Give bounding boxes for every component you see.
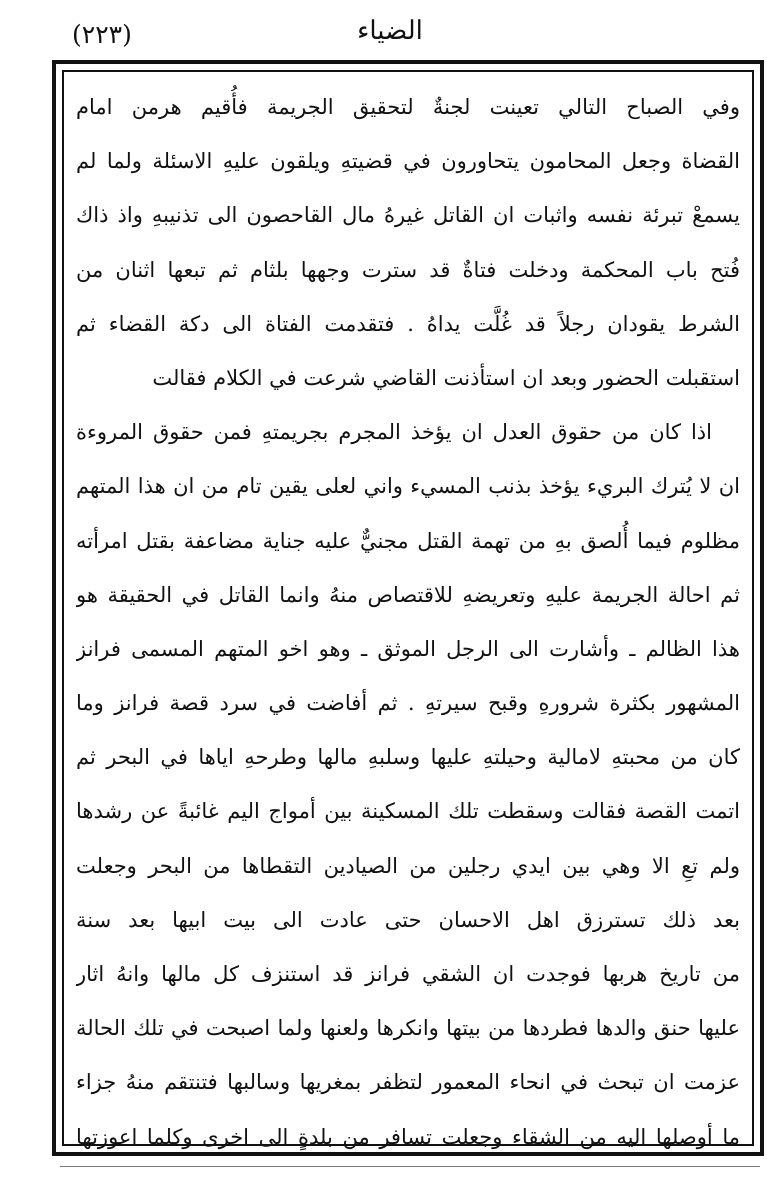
page-header <box>0 8 773 58</box>
text-line: ان لا يُترك البريء يؤخذ بذنب المسيء واني لعلى يقين تام من ان هذا المتهم <box>76 474 740 499</box>
text-line: القضاة وجعل المحامون يتحاورون في قضيتهِ ويلقون عليهِ الاسئلة ولما لم <box>76 149 740 174</box>
text-line: استقبلت الحضور وبعد ان استأذنت القاضي شرعت في الكلام فقالت <box>152 365 740 390</box>
text-line: اذا كان من حقوق العدل ان يؤخذ المجرم بجريمتهِ فمن حقوق المروءة <box>76 420 712 445</box>
text-line: من تاريخ هربها فوجدت ان الشقي فرانز قد استنزف كل مالها وانهُ اثار <box>76 962 740 986</box>
running-title: الضياء <box>357 16 423 46</box>
text-line: هذا الظالم ـ وأشارت الى الرجل الموثق ـ وهو اخو المتهم المسمى فرانز <box>76 636 740 661</box>
bottom-rule <box>60 1166 760 1167</box>
text-line: يسمعْ تبرئة نفسه واثبات ان القاتل غيرهُ مال القاحصون الى تذنيبهِ واذ ذاك <box>76 203 740 228</box>
text-line: المشهور بكثرة شرورهِ وقبح سيرتهِ . ثم أفاضت في سرد قصة فرانز وما <box>76 691 740 716</box>
text-line: ما أوصلها اليه من الشقاء وجعلت تسافر من بلدةٍ الى اخرى وكلما اعوزتها <box>76 1124 740 1149</box>
page-number: (٢٢٣) <box>72 20 132 49</box>
text-line: مظلوم فيما أُلصق بهِ من تهمة القتل مجنيٌّ عليه جناية مضاعفة بقتل امرأته <box>76 528 740 553</box>
body-text <box>76 80 740 1164</box>
text-line: اتمت القصة فقالت وسقطت تلك المسكينة بين أمواج اليم غائبةً عن رشدها <box>76 799 740 824</box>
text-line: ثم احالة الجريمة عليهِ وتعريضهِ للاقتصاص منهُ وانما القاتل في الحقيقة هو <box>76 582 740 607</box>
text-line: الشرط يقودان رجلاً قد غُلَّت يداهُ . فتقدمت الفتاة الى دكة القضاء ثم <box>76 311 740 336</box>
text-line: كان من محبتهِ لامالية وحيلتهِ عليها وسلبهِ مالها وطرحهِ اياها في البحر ثم <box>76 745 740 770</box>
text-line: فُتح باب المحكمة ودخلت فتاةٌ قد سترت وجهها بلثام ثم تبعها اثنان من <box>76 257 740 282</box>
text-line: ولم تعِ الا وهي بين ايدي رجلين من الصيادين التقطاها من البحر وجعلت <box>76 853 740 878</box>
text-line: عزمت ان تبحث في انحاء المعمور لتظفر بمغريها وسالبها فتنتقم منهُ جزاء <box>76 1070 740 1095</box>
text-line: وفي الصباح التالي تعينت لجنةٌ لتحقيق الجريمة فأُقيم هرمن امام <box>76 95 740 119</box>
text-line: بعد ذلك تسترزق اهل الاحسان حتى عادت الى بيت ابيها بعد سنة <box>76 907 740 932</box>
text-line: عليها حنق والدها فطردها من بيتها وانكرها ولعنها ولما اصبحت في تلك الحالة <box>76 1016 740 1041</box>
